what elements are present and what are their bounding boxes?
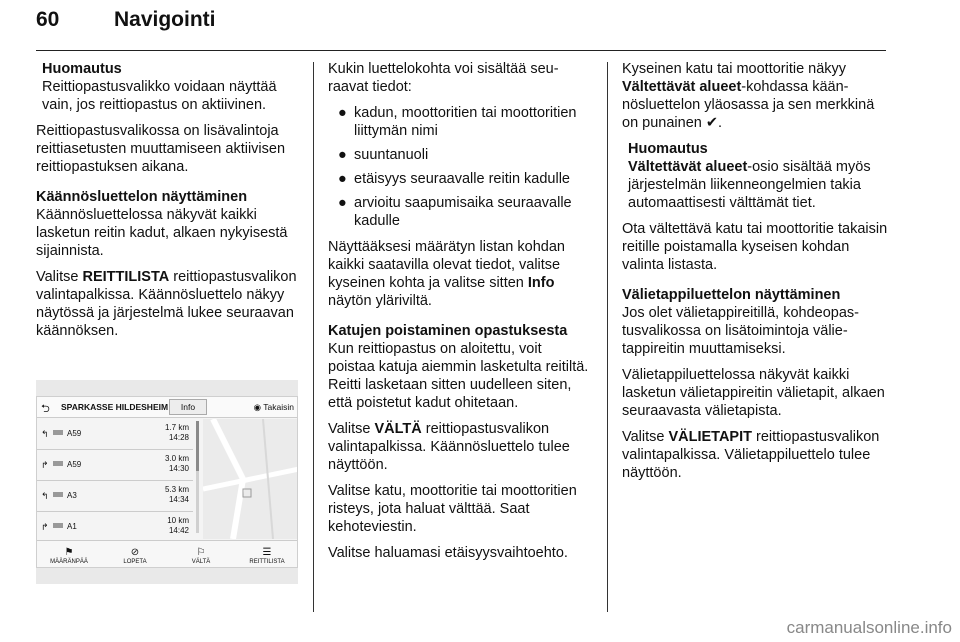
bold-term: REITTILISTA <box>82 269 170 285</box>
button-label: LOPETA <box>123 559 147 565</box>
list-item <box>328 194 590 230</box>
screen-title: SPARKASSE HILDESHEIM <box>61 402 169 412</box>
route-list-button <box>239 547 295 565</box>
paragraph: Valitse haluamasi etäisyysvaihtoehto. <box>328 545 568 561</box>
note-box <box>36 60 298 114</box>
paragraph: Kukin luettelokohta voi sisältää seuraavat tiedot: <box>328 61 559 95</box>
column-2 <box>328 60 590 570</box>
road-shield-icon <box>53 492 63 497</box>
paragraph: Kun reittiopastus on aloitettu, voit poistaa katuja aiemmin lasketulta reitiltä. Reitti lasketaan sitten uudelleen siten, että poistetut kadut ohitetaan. <box>328 341 589 411</box>
paragraph <box>328 420 590 474</box>
stop-icon: ⊘ <box>130 547 140 558</box>
button-label: REITTILISTA <box>249 559 285 565</box>
turn-list <box>37 419 193 543</box>
back-label: Takaisin <box>263 402 294 412</box>
map-area <box>203 419 298 539</box>
column-1 <box>36 60 298 348</box>
list-item <box>328 146 590 164</box>
destination-button <box>41 547 97 565</box>
distance: 5.3 km <box>164 485 189 494</box>
turn-arrow-icon: ↱ <box>41 522 49 532</box>
road-name: A59 <box>67 429 82 438</box>
column-divider <box>607 62 608 612</box>
section-heading: Välietappiluettelon näyttäminen <box>622 287 841 303</box>
road-name: A1 <box>67 522 77 531</box>
screen-bottom-bar <box>37 540 297 567</box>
paragraph <box>328 238 590 310</box>
distance-time <box>165 423 189 443</box>
section-heading: Käännösluettelon näyttäminen <box>36 189 248 205</box>
note-title: Huomautus <box>628 141 708 157</box>
list-item <box>37 419 193 450</box>
text: Valitse <box>36 269 83 285</box>
list-item <box>328 170 590 188</box>
checkmark-icon: ✔ <box>705 115 719 131</box>
text: reittiopastusvalikon valintapalkissa. Käännösluettelo tulee näyttöön. <box>328 421 570 473</box>
stop-button <box>107 547 163 565</box>
scrollbar <box>196 421 199 533</box>
section-title: Navigointi <box>114 8 216 31</box>
bullet-text: suuntanuoli <box>354 147 429 163</box>
bold-term: Vältettävät alueet <box>628 159 748 175</box>
bullet-text: kadun, moottoritien tai moottoritien liittymän nimi <box>354 105 577 139</box>
bullet-text: arvioitu saapumisaika seuraavalle kadulle <box>354 195 572 229</box>
distance: 1.7 km <box>164 423 189 432</box>
list-item <box>37 450 193 481</box>
list-item <box>37 512 193 543</box>
turn-arrow-icon: ↰ <box>41 491 49 501</box>
distance: 10 km <box>167 516 189 525</box>
avoid-flag-icon: ⚐ <box>196 547 206 558</box>
text: Näyttääksesi määrätyn listan kohdan kaikki saatavilla olevat tiedot, valitse kyseinen kohta ja valitse sitten <box>328 239 565 291</box>
screen-top-bar <box>37 397 297 418</box>
list-item <box>37 481 193 512</box>
bold-term: Info <box>527 275 555 291</box>
back-arrow-icon: ⮌ <box>41 403 50 415</box>
text: Kyseinen katu tai moottoritie näkyy <box>622 61 847 77</box>
distance-time <box>167 516 189 536</box>
paragraph <box>622 428 888 482</box>
bold-term: VÄLIETAPIT <box>668 429 752 445</box>
bold-term: Vältettävät alueet <box>622 79 742 95</box>
road-shield-icon <box>53 430 63 435</box>
button-label: VÄLTÄ <box>191 559 211 565</box>
text: -kohdassa käännösluettelon yläosassa ja sen merkkinä on punainen <box>622 79 875 131</box>
note-box <box>622 140 888 212</box>
nav-screen <box>36 396 298 568</box>
time: 14:30 <box>168 464 189 473</box>
avoid-button <box>173 547 229 565</box>
column-3 <box>622 60 888 490</box>
road-name: A59 <box>67 460 82 469</box>
paragraph: Välietappiluettelossa näkyvät kaikki lasketun välietappireitin välietapit, alkaen seuraavasta välietapista. <box>622 367 885 419</box>
text: reittiopastusvalikon valintapalkissa. Välietappiluettelo tulee näyttöön. <box>622 429 880 481</box>
time: 14:28 <box>168 433 189 442</box>
back-button <box>254 402 294 413</box>
info-button: Info <box>169 399 207 415</box>
time: 14:42 <box>168 526 189 535</box>
paragraph: Reittiopastusvalikossa on lisävalintoja reittiasetusten muuttamiseen aktiivisen reittiopastuksen aikana. <box>36 123 286 175</box>
page-number: 60 <box>36 8 60 31</box>
bullet-text: etäisyys seuraavalle reitin kadulle <box>354 171 570 187</box>
paragraph <box>36 268 298 340</box>
list-item <box>328 104 590 140</box>
paragraph: Valitse katu, moottoritie tai moottoritien risteys, jota haluat välttää. Saat kehoteviestin. <box>328 483 577 535</box>
distance: 3.0 km <box>164 454 189 463</box>
note-text <box>628 158 888 212</box>
infotainment-screenshot <box>36 380 298 584</box>
text: Valitse <box>622 429 669 445</box>
section-heading: Katujen poistaminen opastuksesta <box>328 323 568 339</box>
bullet-icon: ● <box>338 105 347 121</box>
button-label: MÄÄRÄNPÄÄ <box>50 559 88 565</box>
bullet-icon: ● <box>338 147 347 163</box>
scrollbar-thumb <box>196 421 199 471</box>
bullet-icon: ● <box>338 171 347 187</box>
column-divider <box>313 62 314 612</box>
text: -osio sisältää myös järjestelmän liikenneongelmien takia automaattisesti välttämät tiet. <box>628 159 871 211</box>
list-icon: ☰ <box>262 547 272 558</box>
text: näytön yläriviltä. <box>328 293 432 309</box>
paragraph: Ota vältettävä katu tai moottoritie takaisin reitille poistamalla kyseisen kohdan valinta listasta. <box>622 221 888 273</box>
turn-arrow-icon: ↱ <box>41 460 49 470</box>
distance-time <box>165 485 189 505</box>
time: 14:34 <box>168 495 189 504</box>
watermark: carmanualsonline.info <box>786 618 952 637</box>
note-text: Reittiopastusvalikko voidaan näyttää vain, jos reittiopastus on aktiivinen. <box>42 79 277 113</box>
note-title: Huomautus <box>42 61 122 77</box>
text: Valitse <box>328 421 375 437</box>
bold-term: VÄLTÄ <box>374 421 422 437</box>
page-header <box>36 8 886 48</box>
bullet-list <box>328 104 590 230</box>
text: . <box>718 115 723 131</box>
flag-icon: ⚑ <box>64 547 74 558</box>
paragraph <box>622 60 888 132</box>
text: reittiopastusvalikon valintapalkissa. Käännösluettelo näkyy näytössä ja järjestelmä lukee seuraavan käännöksen. <box>36 269 297 339</box>
map-roads-graphic <box>203 419 298 539</box>
paragraph: Käännösluettelossa näkyvät kaikki lasketun reitin kadut, alkaen nykyisestä sijainnista. <box>36 207 288 259</box>
bullet-icon: ● <box>338 195 347 211</box>
turn-arrow-icon: ↰ <box>41 429 49 439</box>
road-name: A3 <box>67 491 77 500</box>
distance-time <box>165 454 189 474</box>
road-shield-icon <box>53 461 63 466</box>
header-rule <box>36 50 886 51</box>
paragraph: Jos olet välietappireitillä, kohdeopastusvalikossa on lisätoimintoja välietappireitin muuttamiseksi. <box>622 305 859 357</box>
back-icon: ◉ <box>253 402 264 412</box>
road-shield-icon <box>53 523 63 528</box>
